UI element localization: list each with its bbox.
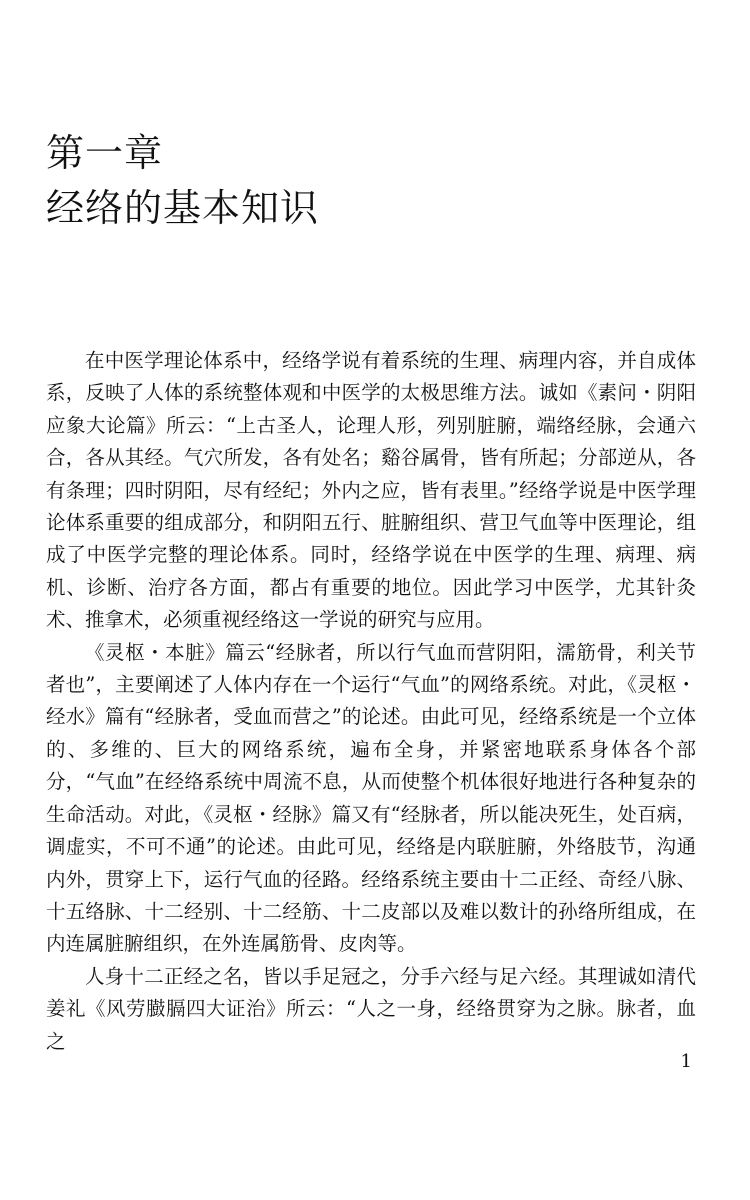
- chapter-title: 经络的基本知识: [46, 186, 320, 230]
- body-text: [46, 345, 696, 1058]
- paragraph: 人身十二正经之名，皆以手足冠之，分手六经与足六经。其理诚如清代姜礼《风劳臌膈四大证治》所云：“人之一身，经络贯穿为之脉。脉者，血之: [46, 964, 696, 1053]
- chapter-number: 第一章: [46, 131, 164, 175]
- page-number: 1: [680, 1051, 692, 1072]
- paragraph: 在中医学理论体系中，经络学说有着系统的生理、病理内容，并自成体系，反映了人体的系统整体观和中医学的太极思维方法。诚如《素问・阴阳应象大论篇》所云：“上古圣人，论理人形，列别脏腑，端络经脉，会通六合，各从其经。气穴所发，各有处名；谿谷属骨，皆有所起；分部逆从，各有条理；四时阴阳，尽有经纪；外内之应，皆有表里。”经络学说是中医学理论体系重要的组成部分，和阴阳五行、脏腑组织、营卫气血等中医理论，组成了中医学完整的理论体系。同时，经络学说在中医学的生理、病理、病机、诊断、治疗各方面，都占有重要的地位。因此学习中医学，尤其针灸术、推拿术，必须重视经络这一学说的研究与应用。: [46, 349, 696, 632]
- paragraph: 《灵枢・本脏》篇云“经脉者，所以行气血而营阴阳，濡筋骨，利关节者也”，主要阐述了人体内存在一个运行“气血”的网络系统。对此，《灵枢・经水》篇有“经脉者，受血而营之”的论述。由此可见，经络系统是一个立体的、多维的、巨大的网络系统，遍布全身，并紧密地联系身体各个部分，“气血”在经络系统中周流不息，从而使整个机体很好地进行各种复杂的生命活动。对此，《灵枢・经脉》篇又有“经脉者，所以能决死生，处百病，调虚实，不可不通”的论述。由此可见，经络是内联脏腑，外络肢节，沟通内外，贯穿上下，运行气血的径路。经络系统主要由十二正经、奇经八脉、十五络脉、十二经别、十二经筋、十二皮部以及难以数计的孙络所组成，在内连属脏腑组织，在外连属筋骨、皮肉等。: [46, 640, 696, 956]
- chapter-heading: [46, 126, 319, 236]
